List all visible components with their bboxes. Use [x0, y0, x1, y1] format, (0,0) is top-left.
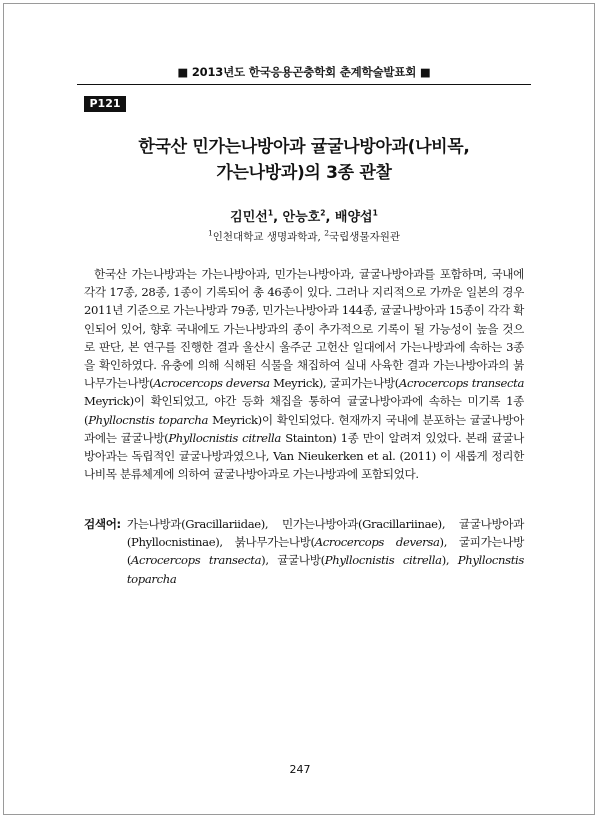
author-separator: , [325, 210, 335, 225]
abstract-body [84, 265, 524, 483]
species-name: Phyllocnistis citrella [324, 553, 442, 568]
author-name: 안능호 [282, 210, 321, 225]
author-affil-mark: 1 [372, 208, 378, 218]
affil-text: 국립생물자원관 [329, 231, 401, 243]
keywords-section [84, 515, 524, 588]
author-affil-mark: 1 [267, 208, 274, 218]
affil-mark: 2 [324, 228, 329, 238]
affiliation-line [77, 229, 531, 244]
title-line-2: 가는나방과)의 3종 관찰 [216, 163, 392, 183]
abstract-text: 한국산 가는나방과는 가는나방아과, 민가는나방아과, 귤굴나방아과를 포함하며, 국내에 각각 17종, 28종, 1종이 기록되어 총 46종이 있다. 그러나 지리적으로 가까운 일본의 경우 2011년 기준으로 가는나방과 79종, 민가는나방아과 144종, 귤굴나방아과 15종이 각각 확인되어 있어, 향후 국내에도 가는나방과의 종이 추가적으로 기록이 될 가능성이 높을 것으로 판단, 본 연구를 진행한 결과 울산시 울주군 고헌산 일대에서 가는나방과에 속하는 3종을 확인하였다. 유충에 의해 식해된 식물을 채집하여 실내 사육한 결과 가는나방아과의 붉나무가는나방( [84, 267, 524, 391]
author-name: 김민선 [230, 210, 268, 225]
author-separator: , [273, 210, 283, 225]
affil-mark: 1 [207, 228, 213, 238]
author-name: 배양섭 [334, 210, 373, 225]
keywords-list [127, 515, 524, 588]
title-line-1: 한국산 민가는나방아과 귤굴나방아과(나비목, [138, 137, 470, 157]
running-header: ■ 2013년도 한국응용곤충학회 춘계학술발표회 ■ [177, 65, 431, 79]
species-name: Acrocercops transecta [398, 376, 525, 391]
keyword-text: ), 굴피가는나방( [126, 535, 525, 568]
header-rule [77, 84, 531, 85]
keywords-label: 검색어: [84, 517, 121, 531]
abstract-text: Stainton) 1종 만이 알려져 있었다. 본래 귤굴나방아과는 독립적인 귤굴나방과였으나, Van Nieukerken et al. (2011) 이 새롭게 정리한 나비목 분류체계에 의하여 귤굴나방아과로 가는나방과에 포함되었다. [84, 430, 524, 482]
abstract-text: Meyrick)이 확인되었다. 현재까지 국내에 분포하는 귤굴나방아과에는 귤굴나방( [84, 412, 524, 445]
species-name: Phyllocnistis citrella [168, 430, 281, 445]
species-name: Acrocercops transecta [131, 553, 262, 568]
abstract-text: Meyrick), 굴피가는나방( [269, 376, 399, 391]
page-number: 247 [289, 763, 311, 776]
poster-id-badge: P121 [84, 96, 126, 112]
abstract-text: Meyrick)이 확인되었고, 야간 등화 채집을 통하여 귤굴나방아과에 속하는 미기록 1종( [84, 394, 524, 427]
species-name: Phyllocnstis toparcha [88, 412, 209, 427]
affil-text: 인천대학교 생명과학과, [212, 231, 325, 243]
author-affil-mark: 2 [320, 208, 326, 218]
keyword-text: ), [441, 553, 458, 568]
keyword-text: ), 귤굴나방( [261, 553, 325, 568]
species-name: Phyllocnstis toparcha [126, 553, 524, 586]
species-name: Acrocercops deversa [314, 535, 440, 550]
paper-title [77, 134, 531, 186]
species-name: Acrocercops deversa [153, 376, 270, 391]
author-list [77, 206, 531, 225]
keyword-text: 가는나방과(Gracillariidae), 민가는나방아과(Gracillariinae), 귤굴나방아과(Phyllocnistinae), 붉나무가는나방( [126, 517, 524, 550]
